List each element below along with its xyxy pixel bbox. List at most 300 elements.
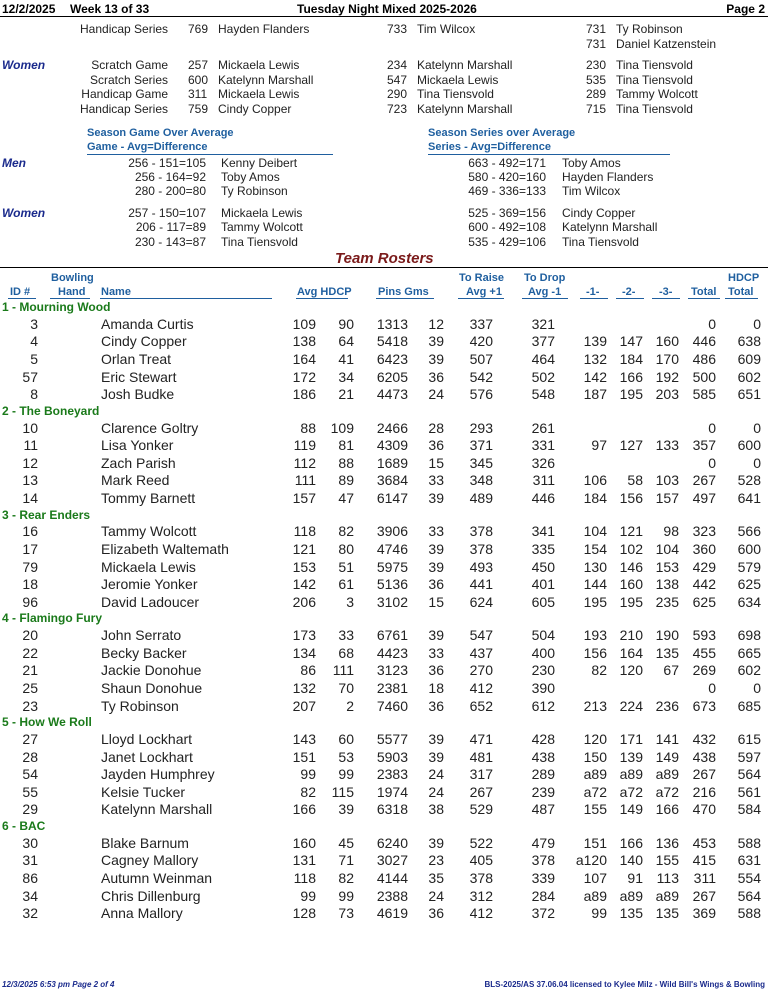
- player-game-1: 155: [583, 801, 607, 817]
- player-avg: 88: [300, 420, 316, 436]
- player-to-raise: 267: [469, 784, 493, 800]
- player-name: Cindy Copper: [101, 333, 187, 349]
- series-over-average-subtitle: Series - Avg=Difference: [428, 141, 551, 153]
- player-pins: 1689: [376, 455, 408, 471]
- series-over-average-name: Tina Tiensvold: [562, 235, 639, 249]
- player-pins: 4423: [376, 645, 408, 661]
- player-pins: 2381: [376, 680, 408, 696]
- player-avg: 151: [292, 749, 316, 765]
- player-to-drop: 438: [531, 749, 555, 765]
- player-hdcp-total: 584: [737, 801, 761, 817]
- men-hs-score-2: 733: [387, 22, 408, 36]
- women-award-score: 230: [586, 58, 607, 72]
- player-to-drop: 230: [531, 662, 555, 678]
- player-total: 357: [692, 437, 716, 453]
- player-game-1: 151: [583, 835, 607, 851]
- col-game-3: -3-: [659, 286, 673, 298]
- women-award-score: 289: [586, 87, 607, 101]
- player-hdcp: 33: [338, 627, 354, 643]
- player-to-drop: 446: [531, 490, 555, 506]
- player-game-2: 120: [619, 662, 643, 678]
- player-to-drop: 335: [531, 541, 555, 557]
- player-pins: 1974: [376, 784, 408, 800]
- women-award-name: Katelynn Marshall: [417, 58, 513, 72]
- player-total: 216: [692, 784, 716, 800]
- player-to-raise: 481: [469, 749, 493, 765]
- player-to-raise: 312: [469, 888, 493, 904]
- player-game-1: 130: [583, 559, 607, 575]
- player-game-3: a72: [655, 784, 679, 800]
- player-id: 34: [22, 888, 38, 904]
- series-over-average-calc: 580 - 420=160: [468, 170, 546, 184]
- player-name: Jeromie Yonker: [101, 576, 198, 592]
- player-game-3: 135: [655, 645, 679, 661]
- player-id: 12: [22, 455, 38, 471]
- player-total: 0: [708, 455, 716, 471]
- player-total: 442: [692, 576, 716, 592]
- player-hdcp: 89: [338, 472, 354, 488]
- league-title: Tuesday Night Mixed 2025-2026: [297, 2, 477, 16]
- women-award-score: 723: [387, 102, 408, 116]
- game-over-average-name: Ty Robinson: [221, 184, 288, 198]
- player-hdcp: 90: [338, 316, 354, 332]
- player-game-2: 58: [627, 472, 643, 488]
- player-games: 28: [428, 420, 444, 436]
- player-id: 21: [22, 662, 38, 678]
- player-to-drop: 261: [531, 420, 555, 436]
- player-name: Chris Dillenburg: [101, 888, 201, 904]
- men-hs-name-3: Ty Robinson: [616, 22, 683, 36]
- player-avg: 121: [292, 541, 316, 557]
- player-games: 39: [428, 333, 444, 349]
- player-game-3: a89: [655, 888, 679, 904]
- player-game-1: 107: [583, 870, 607, 886]
- player-game-3: 138: [655, 576, 679, 592]
- player-to-drop: 326: [531, 455, 555, 471]
- player-hdcp: 115: [331, 784, 354, 800]
- player-games: 36: [428, 662, 444, 678]
- player-id: 31: [22, 852, 38, 868]
- women-award-score: 759: [188, 102, 209, 116]
- player-game-1: 193: [583, 627, 607, 643]
- player-name: Zach Parish: [101, 455, 176, 471]
- rosters-top-rule: [0, 267, 768, 268]
- player-total: 497: [692, 490, 716, 506]
- men-hs-score-4: 731: [586, 37, 607, 51]
- player-name: Anna Mallory: [101, 905, 183, 921]
- player-id: 32: [22, 905, 38, 921]
- series-over-average-name: Katelynn Marshall: [562, 220, 658, 234]
- page-number: Page 2: [726, 2, 765, 16]
- player-game-1: a120: [575, 852, 607, 868]
- col-bowling: Bowling: [51, 272, 94, 284]
- player-game-2: 195: [619, 386, 643, 402]
- player-name: Elizabeth Waltemath: [101, 541, 229, 557]
- women-award-score: 715: [586, 102, 607, 116]
- player-hdcp-total: 528: [737, 472, 761, 488]
- series-over-average-name: Hayden Flanders: [562, 170, 654, 184]
- player-name: Clarence Goltry: [101, 420, 199, 436]
- player-to-drop: 504: [531, 627, 555, 643]
- player-to-drop: 401: [531, 576, 555, 592]
- player-game-3: 141: [655, 731, 679, 747]
- player-to-raise: 405: [469, 852, 493, 868]
- player-games: 33: [428, 645, 444, 661]
- player-games: 39: [428, 541, 444, 557]
- player-pins: 5577: [376, 731, 408, 747]
- player-hdcp-total: 615: [737, 731, 761, 747]
- player-game-3: 166: [655, 801, 679, 817]
- player-to-drop: 239: [531, 784, 555, 800]
- player-pins: 4746: [376, 541, 408, 557]
- player-total: 311: [693, 870, 716, 886]
- player-hdcp: 82: [338, 870, 354, 886]
- col-id: ID #: [10, 286, 31, 298]
- player-hdcp: 64: [338, 333, 354, 349]
- player-games: 36: [428, 437, 444, 453]
- footer-license: BLS-2025/AS 37.06.04 licensed to Kylee Milz - Wild Bill's Wings & Bowling: [484, 980, 765, 989]
- player-game-1: 132: [583, 351, 607, 367]
- player-to-raise: 378: [469, 523, 493, 539]
- series-over-average-name: Tim Wilcox: [562, 184, 621, 198]
- col-avg-minus: Avg -1: [528, 286, 562, 298]
- player-pins: 4144: [376, 870, 408, 886]
- game-over-average-subtitle: Game - Avg=Difference: [87, 141, 208, 153]
- women-award-name: Tammy Wolcott: [616, 87, 698, 101]
- player-to-raise: 624: [469, 594, 493, 610]
- player-hdcp-total: 651: [737, 386, 761, 402]
- player-to-raise: 441: [469, 576, 493, 592]
- player-game-1: 99: [591, 905, 607, 921]
- player-game-3: 104: [655, 541, 679, 557]
- player-pins: 6318: [376, 801, 408, 817]
- player-hdcp-total: 0: [753, 420, 761, 436]
- col-total: Total: [691, 286, 717, 298]
- player-hdcp: 39: [338, 801, 354, 817]
- player-hdcp-total: 641: [737, 490, 761, 506]
- women-award-label: Handicap Game: [81, 87, 168, 101]
- player-game-2: a72: [619, 784, 643, 800]
- player-pins: 6423: [376, 351, 408, 367]
- game-over-average-name: Toby Amos: [221, 170, 280, 184]
- player-to-raise: 348: [469, 472, 493, 488]
- player-name: John Serrato: [101, 627, 182, 643]
- player-name: Mark Reed: [101, 472, 170, 488]
- player-games: 39: [428, 627, 444, 643]
- col-pins-gms: Pins Gms: [378, 286, 429, 298]
- player-total: 593: [692, 627, 716, 643]
- player-total: 429: [692, 559, 716, 575]
- report-date: 12/2/2025: [2, 2, 56, 16]
- player-total: 500: [692, 369, 716, 385]
- player-id: 11: [23, 437, 38, 453]
- player-avg: 99: [300, 766, 316, 782]
- women-award-score: 547: [387, 73, 408, 87]
- team-name: 1 - Mourning Wood: [2, 300, 111, 314]
- player-avg: 142: [292, 576, 316, 592]
- header-rule: [0, 16, 768, 17]
- footer-timestamp: 12/3/2025 6:53 pm Page 2 of 4: [2, 980, 115, 989]
- player-game-3: 67: [663, 662, 679, 678]
- player-id: 54: [22, 766, 38, 782]
- player-games: 18: [428, 680, 444, 696]
- game-over-average-name: Mickaela Lewis: [221, 206, 303, 220]
- player-pins: 3102: [376, 594, 408, 610]
- player-hdcp: 82: [338, 523, 354, 539]
- player-pins: 7460: [376, 698, 408, 714]
- player-hdcp-total: 602: [737, 662, 761, 678]
- series-over-average-title: Season Series over Average: [428, 127, 576, 139]
- game-over-average-calc: 257 - 150=107: [128, 206, 206, 220]
- women-award-label: Scratch Series: [89, 73, 168, 87]
- player-id: 16: [22, 523, 38, 539]
- player-game-3: 203: [655, 386, 679, 402]
- player-hdcp-total: 0: [753, 455, 761, 471]
- player-name: Becky Backer: [101, 645, 187, 661]
- player-to-raise: 378: [469, 870, 493, 886]
- player-pins: 2383: [376, 766, 408, 782]
- col-avg-plus: Avg +1: [466, 286, 502, 298]
- player-game-2: 166: [619, 369, 643, 385]
- player-to-drop: 372: [531, 905, 555, 921]
- player-to-raise: 293: [469, 420, 493, 436]
- player-game-2: 160: [619, 576, 643, 592]
- player-name: David Ladoucer: [101, 594, 200, 610]
- team-name: 3 - Rear Enders: [2, 507, 91, 522]
- player-game-3: 160: [655, 333, 679, 349]
- player-total: 0: [708, 680, 716, 696]
- women-category-label: Women: [2, 58, 46, 72]
- women-award-score: 234: [387, 58, 408, 72]
- col-name: Name: [101, 286, 131, 298]
- player-total: 438: [692, 749, 716, 765]
- player-to-drop: 428: [531, 731, 555, 747]
- player-game-3: 236: [655, 698, 679, 714]
- player-games: 24: [428, 386, 444, 402]
- player-game-2: 135: [619, 905, 643, 921]
- series-over-average-calc: 663 - 492=171: [468, 156, 546, 170]
- player-game-3: 133: [655, 437, 679, 453]
- player-hdcp-total: 566: [737, 523, 761, 539]
- player-total: 0: [708, 316, 716, 332]
- player-to-raise: 420: [469, 333, 493, 349]
- week-label: Week 13 of 33: [70, 2, 150, 16]
- player-to-raise: 412: [469, 905, 493, 921]
- player-hdcp-total: 564: [737, 766, 761, 782]
- player-games: 36: [428, 905, 444, 921]
- women-award-score: 290: [387, 87, 408, 101]
- player-games: 36: [428, 369, 444, 385]
- col-hdcp: HDCP: [728, 272, 760, 284]
- player-game-1: 150: [583, 749, 607, 765]
- col-rule-id: [8, 298, 36, 299]
- men-hs-name-1: Hayden Flanders: [218, 22, 310, 36]
- game-over-average-calc: 230 - 143=87: [134, 235, 206, 249]
- player-hdcp-total: 0: [753, 680, 761, 696]
- player-games: 12: [428, 316, 444, 332]
- player-avg: 112: [293, 455, 316, 471]
- women-award-score: 535: [586, 73, 607, 87]
- player-game-2: 156: [619, 490, 643, 506]
- player-games: 36: [428, 576, 444, 592]
- player-pins: 6761: [376, 627, 408, 643]
- player-to-raise: 437: [469, 645, 493, 661]
- player-pins: 3906: [376, 523, 408, 539]
- player-pins: 4309: [376, 437, 408, 453]
- player-avg: 186: [292, 386, 316, 402]
- player-total: 267: [692, 888, 716, 904]
- series-over-average-rule: [428, 154, 670, 155]
- player-avg: 164: [292, 351, 316, 367]
- women-award-name: Tina Tiensvold: [417, 87, 494, 101]
- women-award-name: Mickaela Lewis: [218, 87, 300, 101]
- player-hdcp: 61: [338, 576, 354, 592]
- player-to-raise: 378: [469, 541, 493, 557]
- player-hdcp: 80: [338, 541, 354, 557]
- player-id: 28: [22, 749, 38, 765]
- player-games: 15: [428, 594, 444, 610]
- player-avg: 82: [300, 784, 316, 800]
- player-to-raise: 576: [469, 386, 493, 402]
- player-name: Janet Lockhart: [101, 749, 193, 765]
- women-award-name: Tina Tiensvold: [616, 102, 693, 116]
- player-avg: 206: [292, 594, 316, 610]
- series-over-average-calc: 600 - 492=108: [468, 220, 546, 234]
- player-pins: 3027: [376, 852, 408, 868]
- player-to-drop: 400: [531, 645, 555, 661]
- women-award-name: Cindy Copper: [218, 102, 292, 116]
- player-game-1: a89: [583, 888, 607, 904]
- player-hdcp-total: 665: [737, 645, 761, 661]
- player-game-3: 155: [655, 852, 679, 868]
- player-avg: 134: [292, 645, 316, 661]
- player-to-drop: 339: [531, 870, 555, 886]
- player-total: 360: [692, 541, 716, 557]
- player-hdcp-total: 634: [737, 594, 761, 610]
- player-id: 4: [30, 333, 38, 349]
- player-to-raise: 542: [469, 369, 493, 385]
- player-id: 22: [22, 645, 38, 661]
- player-to-raise: 489: [469, 490, 493, 506]
- player-to-raise: 493: [469, 559, 493, 575]
- player-game-2: 91: [627, 870, 643, 886]
- player-total: 470: [692, 801, 716, 817]
- women-award-name: Katelynn Marshall: [218, 73, 314, 87]
- player-hdcp: 51: [338, 559, 354, 575]
- player-id: 57: [22, 369, 38, 385]
- player-id: 25: [22, 680, 38, 696]
- player-hdcp-total: 600: [737, 437, 761, 453]
- women-award-label: Handicap Series: [79, 102, 168, 116]
- player-hdcp-total: 597: [737, 749, 761, 765]
- player-game-3: 113: [656, 870, 679, 886]
- series-over-average-name: Cindy Copper: [562, 206, 636, 220]
- player-to-drop: 479: [531, 835, 555, 851]
- player-game-3: 149: [655, 749, 679, 765]
- player-to-raise: 270: [469, 662, 493, 678]
- col-avg-hdcp: Avg HDCP: [297, 286, 352, 298]
- player-game-2: a89: [619, 888, 643, 904]
- player-to-raise: 471: [469, 731, 493, 747]
- player-hdcp: 68: [338, 645, 354, 661]
- player-hdcp-total: 564: [737, 888, 761, 904]
- player-game-2: 210: [619, 627, 643, 643]
- player-games: 24: [428, 766, 444, 782]
- player-game-1: a72: [583, 784, 607, 800]
- men-category-label: Men: [2, 156, 26, 170]
- col-game-2: -2-: [622, 286, 636, 298]
- player-games: 38: [428, 801, 444, 817]
- col-rule-name: [100, 298, 272, 299]
- game-over-average-calc: 256 - 151=105: [128, 156, 206, 170]
- player-total: 269: [692, 662, 716, 678]
- player-total: 673: [692, 698, 716, 714]
- player-avg: 118: [293, 870, 316, 886]
- player-game-3: 157: [655, 490, 679, 506]
- women-award-name: Katelynn Marshall: [417, 102, 513, 116]
- player-avg: 173: [292, 627, 316, 643]
- player-game-3: a89: [655, 766, 679, 782]
- player-name: Ty Robinson: [101, 698, 179, 714]
- player-game-3: 103: [655, 472, 679, 488]
- player-name: Josh Budke: [101, 386, 175, 402]
- series-over-average-calc: 469 - 336=133: [468, 184, 546, 198]
- player-avg: 157: [292, 490, 316, 506]
- player-name: Cagney Mallory: [101, 852, 199, 868]
- player-to-drop: 377: [531, 333, 555, 349]
- player-pins: 6205: [376, 369, 408, 385]
- player-games: 39: [428, 749, 444, 765]
- col-rule-avg: [296, 298, 348, 299]
- player-games: 39: [428, 559, 444, 575]
- player-games: 39: [428, 490, 444, 506]
- player-total: 0: [708, 420, 716, 436]
- player-hdcp: 47: [338, 490, 354, 506]
- game-over-average-name: Tammy Wolcott: [221, 220, 303, 234]
- player-name: Tammy Wolcott: [101, 523, 197, 539]
- player-hdcp-total: 631: [737, 852, 761, 868]
- player-total: 415: [692, 852, 716, 868]
- col-to-raise: To Raise: [459, 272, 505, 284]
- player-pins: 5136: [376, 576, 408, 592]
- player-pins: 5418: [376, 333, 408, 349]
- series-over-average-name: Toby Amos: [562, 156, 621, 170]
- game-over-average-title: Season Game Over Average: [87, 127, 234, 139]
- player-id: 20: [22, 627, 38, 643]
- game-over-average-rule: [87, 154, 333, 155]
- women-oa-category-label: Women: [2, 206, 46, 220]
- player-hdcp-total: 625: [737, 576, 761, 592]
- player-id: 55: [22, 784, 38, 800]
- player-name: Jayden Humphrey: [101, 766, 215, 782]
- player-game-3: 235: [655, 594, 679, 610]
- player-hdcp: 70: [338, 680, 354, 696]
- player-name: Amanda Curtis: [101, 316, 194, 332]
- team-name: 4 - Flamingo Fury: [2, 611, 103, 626]
- player-total: 453: [692, 835, 716, 851]
- player-game-2: 147: [619, 333, 643, 349]
- col-rule-total: [688, 298, 720, 299]
- player-to-drop: 605: [531, 594, 555, 610]
- player-game-1: 139: [583, 333, 607, 349]
- player-total: 625: [692, 594, 716, 610]
- player-hdcp-total: 638: [737, 333, 761, 349]
- game-over-average-calc: 280 - 200=80: [134, 184, 206, 198]
- men-hs-name-4: Daniel Katzenstein: [616, 37, 717, 51]
- player-id: 13: [22, 472, 38, 488]
- player-hdcp: 81: [338, 437, 354, 453]
- player-avg: 118: [293, 523, 316, 539]
